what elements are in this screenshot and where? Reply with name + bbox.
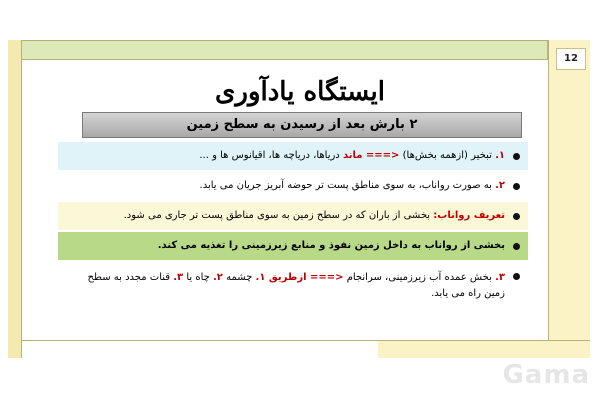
arrow-text: <=== ازطریق (268, 272, 344, 283)
frame-left-strip (8, 40, 22, 358)
item-number: ۱. (495, 150, 505, 161)
definition-label: تعریف رواناب: (433, 210, 505, 221)
bullet-icon (513, 273, 520, 280)
frame-bottom-right (378, 340, 590, 358)
bullet-icon (513, 153, 520, 160)
list-item: ۳. بخش عمده آب زیرزمینی، سرانجام <=== ازطریق ۱. چشمه ۲. چاه یا ۳. قنات مجدد به سطح زمین راه می یابد. (58, 264, 528, 304)
frame-bottom-left (22, 340, 378, 358)
arrow-text: <=== ماند (342, 150, 400, 161)
watermark-logo: Gama (502, 360, 590, 390)
frame-top-strip (8, 40, 548, 60)
slide-title: ایستگاه یادآوری (215, 77, 385, 107)
list-item: بخشی از رواناب به داخل زمین نفوذ و منابع زیرزمینی را تغذیه می کند. (58, 232, 528, 260)
list-item: ۱. تبخیر (ازهمه بخش‌ها) <=== ماند دریاها، دریاچه ها، اقیانوس ها و ... (58, 142, 528, 170)
bullet-icon (513, 243, 520, 250)
bullet-icon (513, 213, 520, 220)
item-number: ۲. (495, 180, 505, 191)
list-item: تعریف رواناب: بخشی از باران که در سطح زمین به سوی مناطق پست تر جاری می شود. (58, 202, 528, 230)
bullet-icon (513, 183, 520, 190)
slide-subtitle: ۲ بارش بعد از رسیدن به سطح زمین (82, 112, 522, 138)
item-number: ۳. (495, 272, 505, 283)
page-number: 12 (556, 48, 586, 70)
list-item: ۲. به صورت رواناب، به سوی مناطق پست تر حوضه آبریز جریان می یابد. (58, 172, 528, 200)
frame-right-column (548, 40, 590, 358)
